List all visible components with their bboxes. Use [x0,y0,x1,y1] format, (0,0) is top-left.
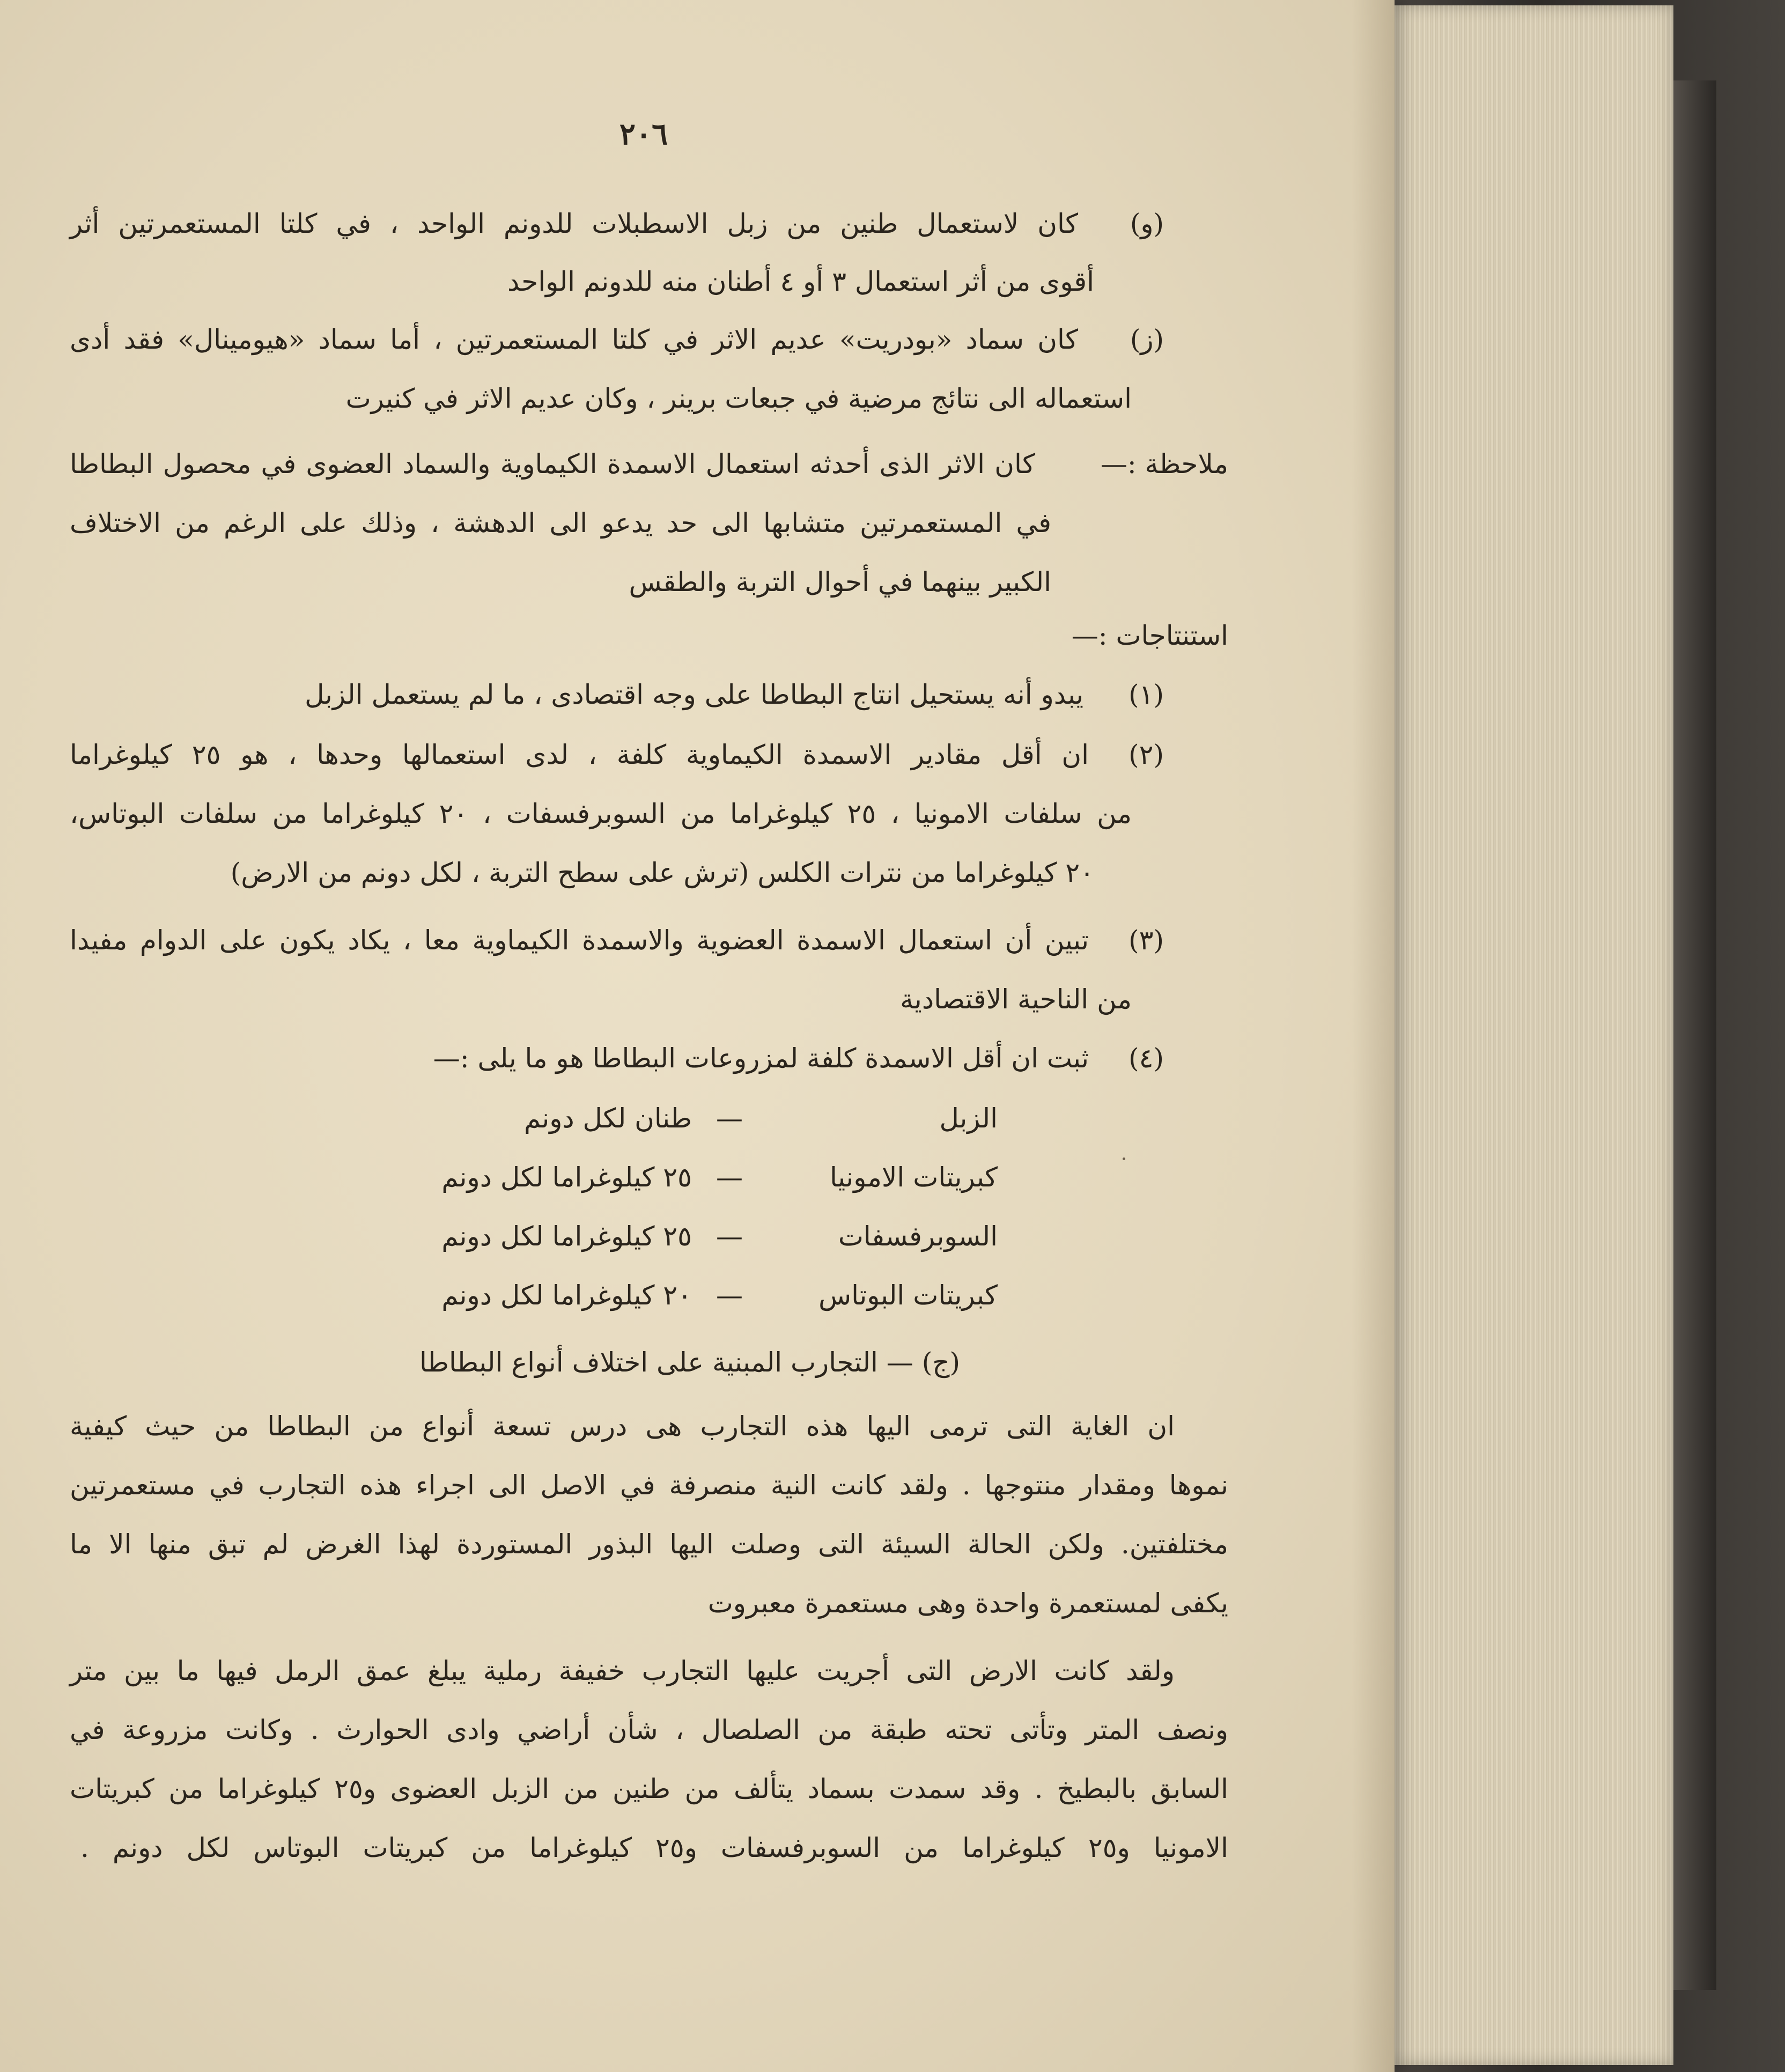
text-line: كان سماد «بودريت» عديم الاثر في كلتا المستعمرتين ، أما سماد «هيومينال» فقد أدى [70,324,1078,355]
row-dash: — [716,1221,743,1252]
fertilizer-name: كبريتات البوتاس [818,1280,998,1311]
paper-spot [1123,1157,1125,1160]
page-edges [1373,5,1673,2065]
conclusion-marker: (٢) [1128,739,1164,770]
paragraph-line: السابق بالبطيخ . وقد سمدت بسماد يتألف من طنين من الزبل العضوى و٢٥ كيلوغراما من كبريتات [70,1773,1229,1804]
text-line: أقوى من أثر استعمال ٣ أو ٤ أطنان منه للدونم الواحد [507,266,1094,297]
conclusion-line: ثبت ان أقل الاسمدة كلفة لمزروعات البطاطا هو ما يلى :— [433,1043,1089,1074]
text-line: كان الاثر الذى أحدثه استعمال الاسمدة الكيماوية والسماد العضوى في محصول البطاطا [70,448,1035,480]
item-marker-w: (و) [1130,208,1164,239]
conclusion-line: تبين أن استعمال الاسمدة العضوية والاسمدة الكيماوية معا ، يكاد يكون على الدوام مفيدا [70,925,1089,956]
conclusions-heading: استنتاجات :— [1071,620,1228,651]
paragraph-line: ان الغاية التى ترمى اليها هذه التجارب هى درس تسعة أنواع من البطاطا من حيث كيفية [70,1411,1175,1442]
row-dash: — [716,1162,743,1193]
paragraph-line: ونصف المتر وتأتى تحته طبقة من الصلصال ، شأن أراضي وادى الحوارث . وكانت مزروعة في [70,1714,1228,1745]
page-number: ٢٠٦ [619,116,668,152]
fertilizer-name: كبريتات الامونيا [830,1162,998,1193]
fertilizer-amount: ٢٥ كيلوغراما لكل دونم [441,1221,692,1252]
paragraph-line: ولقد كانت الارض التى أجريت عليها التجارب خفيفة رملية يبلغ عمق الرمل فيها ما بين متر [70,1655,1175,1686]
text-line: في المستعمرتين متشابها الى حد يدعو الى الدهشة ، وذلك على الرغم من الاختلاف [70,507,1051,539]
row-dash: — [716,1280,743,1311]
text-line: استعماله الى نتائج مرضية في جبعات برينر ، وكان عديم الاثر في كنيرت [345,383,1132,414]
conclusion-line: من سلفات الامونيا ، ٢٥ كيلوغراما من السوبرفسفات ، ٢٠ كيلوغراما من سلفات البوتاس، [70,798,1132,829]
note-label: ملاحظة :— [1100,448,1228,480]
fertilizer-name: الزبل [939,1103,998,1134]
paragraph-line: مختلفتين. ولكن الحالة السيئة التى وصلت اليها البذور المستوردة لهذا الغرض لم تبق منها الا ما [70,1529,1228,1560]
conclusion-line: ان أقل مقادير الاسمدة الكيماوية كلفة ، لدى استعمالها وحدها ، هو ٢٥ كيلوغراما [70,739,1089,770]
fertilizer-amount: ٢٠ كيلوغراما لكل دونم [441,1280,692,1311]
text-line: الكبير بينهما في أحوال التربة والطقس [629,566,1051,598]
paragraph-line: يكفى لمستعمرة واحدة وهى مستعمرة معبروت [707,1588,1228,1619]
paragraph-line: الامونيا و٢٥ كيلوغراما من السوبرفسفات و٢٥ كيلوغراما من كبريتات البوتاس لكل دونم . [80,1832,1229,1863]
conclusion-line: من الناحية الاقتصادية [900,984,1132,1015]
conclusion-marker: (٤) [1128,1043,1164,1074]
item-marker-z: (ز) [1130,324,1164,355]
text-line: كان لاستعمال طنين من زبل الاسطبلات للدونم الواحد ، في كلتا المستعمرتين أثر [70,208,1078,239]
section-heading: (ج) — التجارب المبنية على اختلاف أنواع البطاطا [419,1347,960,1378]
page-edge-shadow [1673,80,1716,1990]
conclusion-marker: (٣) [1128,925,1164,956]
paragraph-line: نموها ومقدار منتوجها . ولقد كانت النية منصرفة في الاصل الى اجراء هذه التجارب في مستعمرتين [70,1470,1228,1501]
conclusion-line: ٢٠ كيلوغراما من نترات الكلس (ترش على سطح التربة ، لكل دونم من الارض) [230,857,1094,888]
row-dash: — [716,1103,743,1134]
fertilizer-amount: طنان لكل دونم [524,1103,692,1134]
gutter-shadow [1352,0,1395,2072]
conclusion-line: يبدو أنه يستحيل انتاج البطاطا على وجه اقتصادى ، ما لم يستعمل الزبل [305,679,1083,710]
fertilizer-name: السوبرفسفات [838,1221,998,1252]
fertilizer-amount: ٢٥ كيلوغراما لكل دونم [441,1162,692,1193]
conclusion-marker: (١) [1128,679,1164,710]
